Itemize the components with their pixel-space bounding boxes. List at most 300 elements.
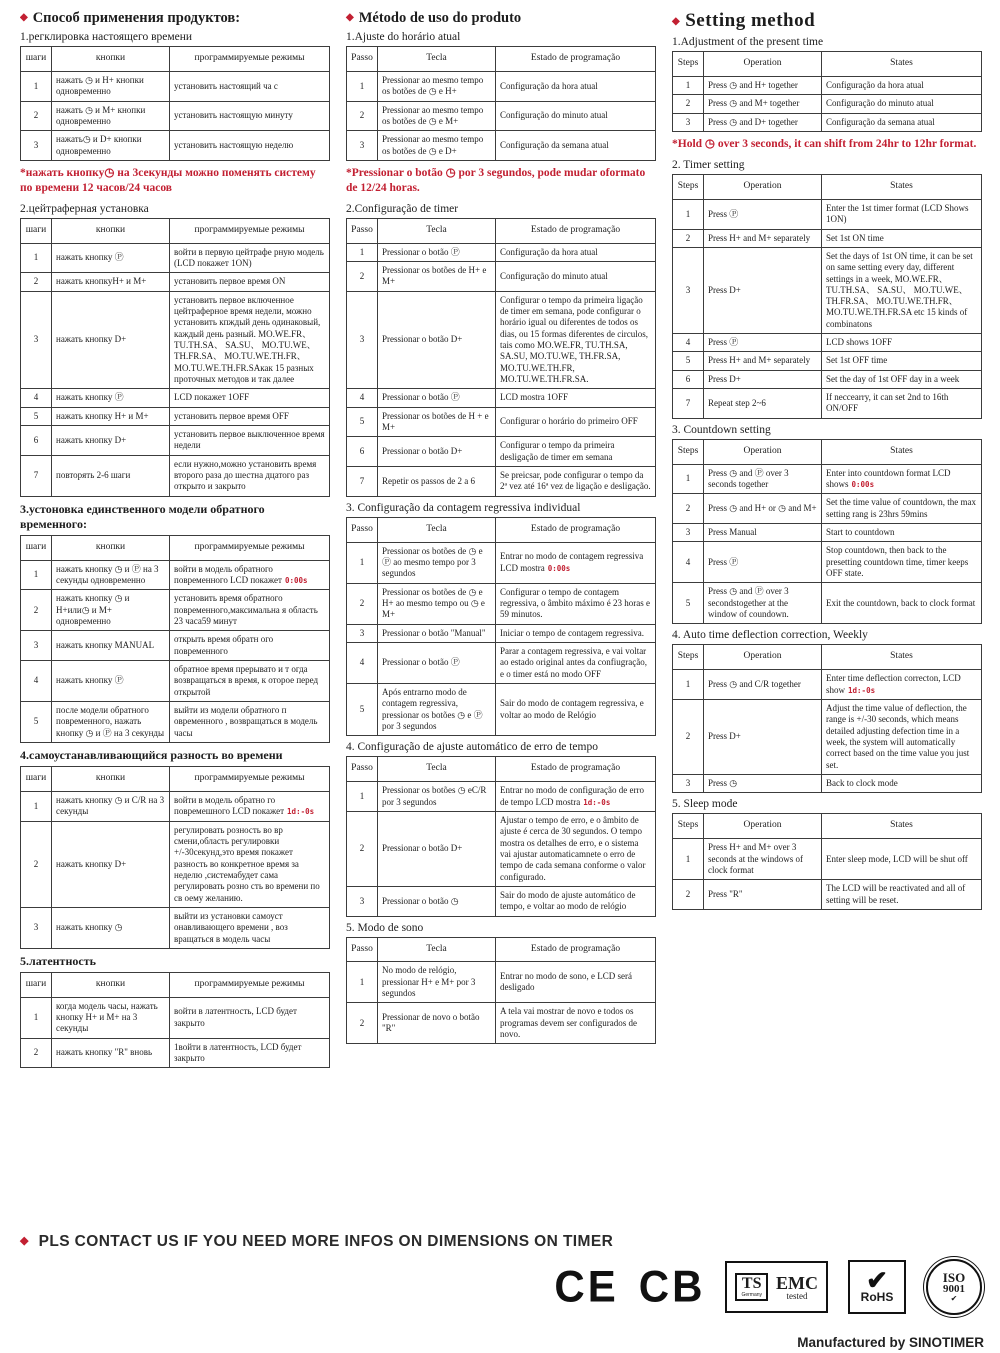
step-cell: 6 xyxy=(673,370,704,388)
table-header-row xyxy=(21,218,330,243)
steps-table xyxy=(346,517,656,737)
column-header: Operation xyxy=(704,814,822,839)
step-cell: 1 xyxy=(673,464,704,494)
column-header: States xyxy=(822,814,982,839)
column-title-russian xyxy=(20,10,330,27)
table-row xyxy=(347,642,656,683)
state-cell xyxy=(170,791,330,821)
operation-cell: Pressionar os botões de ◷ e H+ ao mesmo tempo ou ◷ e M+ xyxy=(378,583,496,624)
state-cell xyxy=(822,464,982,494)
table-row xyxy=(673,76,982,94)
table-row xyxy=(673,352,982,370)
steps-table xyxy=(346,46,656,161)
state-cell xyxy=(496,782,656,812)
column-header: Steps xyxy=(673,645,704,670)
column-header: Tecla xyxy=(378,47,496,72)
table-row xyxy=(347,389,656,407)
operation-cell: Pressionar o botão Ⓟ xyxy=(378,243,496,261)
operation-cell: Press ◷ xyxy=(704,774,822,792)
operation-cell: нажать кнопку ◷ xyxy=(52,907,170,948)
state-cell: Set the days of 1st ON time, it can be set on same setting every day, different settings in a week, MO.WE.FR、 TU.TH.SA、 SA.SU、 MO.TU.WE、 TH.FR.SA、 MO.TU.WE.TH.FR、 MO.TU.WE.TH.FR.SA etc 15 kinds of combinatons xyxy=(822,247,982,333)
state-text: Enter time deflection correcton, LCD show xyxy=(826,673,961,695)
section-title: 3. Countdown setting xyxy=(672,423,771,436)
state-cell: Enter sleep mode, LCD will be shut off xyxy=(822,839,982,880)
step-cell: 1 xyxy=(673,839,704,880)
operation-cell: Pressionar os botões de ◷ e Ⓟ ao mesmo tempo por 3 segundos xyxy=(378,542,496,583)
operation-cell: Press H+ and M+ separately xyxy=(704,229,822,247)
table-row xyxy=(21,997,330,1038)
operation-cell: Press ◷ and D+ together xyxy=(704,113,822,131)
table-row xyxy=(21,407,330,425)
footer xyxy=(0,1229,1000,1353)
state-cell: Configuração da hora atual xyxy=(496,71,656,101)
column-title-text: Setting method xyxy=(685,10,816,31)
step-cell: 3 xyxy=(347,131,378,161)
table-header-row xyxy=(347,218,656,243)
operation-cell: нажать кнопку ◷ и H+или◷ и M+ одновременно xyxy=(52,590,170,631)
operation-cell: Após entrarno modo de contagem regressiva, pressionar os botões ◷ e Ⓟ por 3 segundos xyxy=(378,683,496,735)
table-row xyxy=(673,494,982,524)
operation-cell: Press H+ and M+ over 3 seconds at the windows of clock format xyxy=(704,839,822,880)
table-row xyxy=(347,962,656,1003)
section-title: 5. Modo de sono xyxy=(346,921,424,934)
step-cell: 2 xyxy=(21,1038,52,1068)
table-row xyxy=(21,71,330,101)
operation-cell: нажать ◷ и H+ кнопки одновременно xyxy=(52,71,170,101)
lcd-display-icon: 0:00s xyxy=(851,480,875,490)
table-header-row xyxy=(21,47,330,72)
step-cell: 2 xyxy=(21,590,52,631)
table-header-row xyxy=(21,535,330,560)
column-header: Steps xyxy=(673,174,704,199)
section-title: 3.устоновка единственного модели обратного временного: xyxy=(20,501,265,531)
table-row xyxy=(673,247,982,333)
columns xyxy=(20,8,988,1236)
operation-cell: Press ◷ and H+ together xyxy=(704,76,822,94)
table-header-row xyxy=(673,645,982,670)
table-row xyxy=(673,389,982,419)
step-cell: 1 xyxy=(347,71,378,101)
table-row xyxy=(21,631,330,661)
state-cell: установить первое время ON xyxy=(170,273,330,291)
steps-table xyxy=(20,766,330,949)
step-cell: 3 xyxy=(673,113,704,131)
step-cell: 7 xyxy=(21,455,52,496)
table-header-row xyxy=(673,439,982,464)
operation-cell: Pressionar o botão Ⓟ xyxy=(378,642,496,683)
column-header: Operation xyxy=(704,439,822,464)
operation-cell: Pressionar o botão D+ xyxy=(378,811,496,886)
operation-cell: Press ◷ and Ⓟ over 3 seconds together xyxy=(704,464,822,494)
state-cell: Set 1st ON time xyxy=(822,229,982,247)
table-row xyxy=(21,101,330,131)
column-header: кнопки xyxy=(52,535,170,560)
section-title: 5.латентность xyxy=(20,953,96,968)
step-cell: 3 xyxy=(21,907,52,948)
step-cell: 1 xyxy=(21,560,52,590)
operation-cell: Press D+ xyxy=(704,699,822,774)
operation-cell: нажать кнопку D+ xyxy=(52,426,170,456)
table-row xyxy=(21,243,330,273)
diamond-bullet-icon: ◆ xyxy=(672,16,681,27)
state-cell: установить время обратного повременного,максимальна я область 23 часа59 минут xyxy=(170,590,330,631)
table-row xyxy=(347,291,656,389)
table-row xyxy=(673,670,982,700)
table-row xyxy=(21,660,330,701)
contact-text: PLS CONTACT US IF YOU NEED MORE INFOS ON DIMENSIONS ON TIMER xyxy=(38,1233,614,1250)
table-row xyxy=(21,426,330,456)
column-header: Tecla xyxy=(378,218,496,243)
table-row xyxy=(21,590,330,631)
ts-germany-icon xyxy=(735,1273,768,1301)
operation-cell: Pressionar ao mesmo tempo os botões de ◷ e H+ xyxy=(378,71,496,101)
ts-sub-label: Germany xyxy=(741,1292,762,1298)
step-cell: 2 xyxy=(347,101,378,131)
table-row xyxy=(347,886,656,916)
state-cell: Configuração da hora atual xyxy=(496,243,656,261)
state-cell: Configuração da semana atual xyxy=(822,113,982,131)
diamond-bullet-icon: ◆ xyxy=(346,12,354,23)
state-cell: установить первое включенное цейтраферное время недели, можно установить кпждый день одинаковый, каждый день разный. MO.WE.FR、 TU.TH.SA、 SA.SU、 MO.TU.WE、 TH.FR.SA、 MO.TU.WE.TH.FR、 MO.TU.WE.TH.FR.SAкак 15 разных проточных методов и так далее xyxy=(170,291,330,389)
table-row xyxy=(673,699,982,774)
operation-cell: после модели обратного повременного, нажать кнопку ◷ и Ⓟ на 3 секунды xyxy=(52,701,170,742)
step-cell: 4 xyxy=(673,542,704,583)
section-title: 3. Configuração da contagem regressiva individual xyxy=(346,501,581,514)
operation-cell: нажать кнопку D+ xyxy=(52,821,170,907)
state-cell: Ajustar o tempo de erro, e o âmbito de ajuste é cerca de 30 segundos. O tempo mostra os detalhes de erro, e o sistema vai ajustar automaticamnete o erro de tempo de cada semana conforme o valor configurado. xyxy=(496,811,656,886)
column-header: Estado de programação xyxy=(496,218,656,243)
section-title: 2.цейтраферная установка xyxy=(20,202,149,215)
operation-cell: нажать кнопку H+ и M+ xyxy=(52,407,170,425)
state-cell: Start to countdown xyxy=(822,524,982,542)
state-cell: Sair do modo de ajuste automático de tempo, e voltar ao modo de relógio xyxy=(496,886,656,916)
steps-table xyxy=(346,937,656,1045)
table-row xyxy=(347,1003,656,1044)
step-cell: 3 xyxy=(673,247,704,333)
operation-cell: Pressionar ao mesmo tempo os botões de ◷ e D+ xyxy=(378,131,496,161)
table-row xyxy=(347,583,656,624)
lcd-display-icon: 1d:-0s xyxy=(583,797,611,807)
step-cell: 1 xyxy=(347,542,378,583)
operation-cell: Press Manual xyxy=(704,524,822,542)
operation-cell: Press Ⓟ xyxy=(704,542,822,583)
state-cell: если нужно,можно установить время второго раза до шестна дцатого раз открыто и закрыто xyxy=(170,455,330,496)
table-row xyxy=(673,774,982,792)
lcd-display-icon: 1d:-0s xyxy=(287,807,315,817)
step-cell: 2 xyxy=(673,229,704,247)
column-header: программируемые режимы xyxy=(170,47,330,72)
diamond-bullet-icon: ◆ xyxy=(20,12,28,23)
table-header-row xyxy=(21,972,330,997)
table-row xyxy=(347,243,656,261)
operation-cell: нажать кнопку "R" вновь xyxy=(52,1038,170,1068)
operation-cell: Press Ⓟ xyxy=(704,199,822,229)
operation-cell: Press H+ and M+ separately xyxy=(704,352,822,370)
operation-cell: Press D+ xyxy=(704,370,822,388)
operation-cell: Pressionar os botões ◷ eC/R por 3 segundos xyxy=(378,782,496,812)
column-header: States xyxy=(822,174,982,199)
state-cell: обратное время прерывато и т огда возвращаться в время, к оторое перед открытой xyxy=(170,660,330,701)
state-cell: Exit the countdown, back to clock format xyxy=(822,583,982,624)
red-note: *Hold ◷ over 3 seconds, it can shift from 24hr to 12hr format. xyxy=(672,137,977,150)
iso-check-icon: ✔ xyxy=(950,1294,958,1303)
table-row xyxy=(21,701,330,742)
step-cell: 7 xyxy=(673,389,704,419)
column-header: Estado de programação xyxy=(496,757,656,782)
operation-cell: Press ◷ and H+ or ◷ and M+ xyxy=(704,494,822,524)
state-text: Enter into countdown format LCD shows xyxy=(826,467,951,490)
operation-cell: нажать◷ и D+ кнопки одновременно xyxy=(52,131,170,161)
emc-text: EMC xyxy=(776,1272,818,1293)
column-header: Tecla xyxy=(378,517,496,542)
emc-sub-text: tested xyxy=(786,1290,808,1301)
operation-cell: Press D+ xyxy=(704,247,822,333)
operation-cell: повторять 2-6 шаги xyxy=(52,455,170,496)
column-english xyxy=(672,8,982,915)
table-header-row xyxy=(347,757,656,782)
state-cell: установить настоящую неделю xyxy=(170,131,330,161)
state-cell: установить настоящую минуту xyxy=(170,101,330,131)
state-cell: Configurar o tempo da primeira ligação de timer em semana, pode configurar o horário igual ou diferentes de todos os dias, ou 15 formas diferentes de circulos, tais como MO.WE.FR, TU.TH.SA, SA.SU, MO.TU.WE, TH.FR.SA, MO.TU.WE.TH.FR, MO.TU.WE.TH.FR.SA. xyxy=(496,291,656,389)
table-row xyxy=(673,113,982,131)
operation-cell: Press ◷ and C/R together xyxy=(704,670,822,700)
table-header-row xyxy=(673,814,982,839)
iso-9001-logo xyxy=(926,1259,982,1315)
state-cell xyxy=(496,542,656,583)
table-header-row xyxy=(673,174,982,199)
state-cell: Configurar o tempo da primeira desligação de timer em semana xyxy=(496,437,656,467)
steps-table xyxy=(20,218,330,497)
column-header: программируемые режимы xyxy=(170,972,330,997)
operation-cell: Pressionar o botão D+ xyxy=(378,291,496,389)
table-header-row xyxy=(347,517,656,542)
step-cell: 4 xyxy=(347,642,378,683)
lcd-display-icon: 0:00s xyxy=(547,563,571,573)
red-note: *нажать кнопку◷ на 3секунды можно поменять систему по времени 12 часов/24 часов xyxy=(20,166,316,194)
table-row xyxy=(347,811,656,886)
table-row xyxy=(673,839,982,880)
operation-cell: когда модель часы, нажать кнопку H+ и M+ на 3 секунды xyxy=(52,997,170,1038)
state-cell: Back to clock mode xyxy=(822,774,982,792)
step-cell: 3 xyxy=(21,131,52,161)
state-cell: Parar a contagem regressiva, e vai voltar ao estado original antes da confiugração, e o timer está no modo OFF xyxy=(496,642,656,683)
state-text: Entrar no modo de contagem regressiva LCD mostra xyxy=(500,551,644,573)
step-cell: 5 xyxy=(21,701,52,742)
operation-cell: Pressionar o botão Ⓟ xyxy=(378,389,496,407)
table-row xyxy=(347,71,656,101)
table-row xyxy=(21,131,330,161)
state-cell: Set the time value of countdown, the max setting rang is 23hrs 59mins xyxy=(822,494,982,524)
state-cell: A tela vai mostrar de novo e todos os programas devem ser configurados de novo. xyxy=(496,1003,656,1044)
column-header: кнопки xyxy=(52,47,170,72)
table-row xyxy=(21,560,330,590)
step-cell: 7 xyxy=(347,467,378,497)
column-header: Operation xyxy=(704,52,822,77)
state-cell: Iniciar o tempo de contagem regressiva. xyxy=(496,624,656,642)
section-title: 1.регклировка настоящего времени xyxy=(20,31,193,43)
step-cell: 1 xyxy=(673,199,704,229)
operation-cell: Pressionar o botão "Manual" xyxy=(378,624,496,642)
column-header: шаги xyxy=(21,535,52,560)
step-cell: 3 xyxy=(347,291,378,389)
column-header: Estado de programação xyxy=(496,47,656,72)
state-cell: установить первое время OFF xyxy=(170,407,330,425)
column-header: Passo xyxy=(347,47,378,72)
column-header: Passo xyxy=(347,218,378,243)
step-cell: 2 xyxy=(673,95,704,113)
operation-cell: Pressionar ao mesmo tempo os botões de ◷ e M+ xyxy=(378,101,496,131)
state-cell: LCD mostra 1OFF xyxy=(496,389,656,407)
table-row xyxy=(347,101,656,131)
column-header: шаги xyxy=(21,218,52,243)
column-header: программируемые режимы xyxy=(170,535,330,560)
column-header: Passo xyxy=(347,757,378,782)
table-row xyxy=(347,683,656,735)
operation-cell: No modo de relógio, pressionar H+ e M+ por 3 segundos xyxy=(378,962,496,1003)
iso-line1: ISO xyxy=(942,1270,966,1285)
step-cell: 5 xyxy=(673,352,704,370)
table-header-row xyxy=(21,766,330,791)
table-row xyxy=(21,1038,330,1068)
rohs-label: RoHS xyxy=(860,1290,894,1305)
step-cell: 3 xyxy=(21,631,52,661)
operation-cell: нажать кнопку ◷ и Ⓟ на 3 секунды одновременно xyxy=(52,560,170,590)
step-cell: 1 xyxy=(21,997,52,1038)
column-header: кнопки xyxy=(52,972,170,997)
step-cell: 1 xyxy=(347,962,378,1003)
column-header: Steps xyxy=(673,52,704,77)
step-cell: 5 xyxy=(347,407,378,437)
operation-cell: Press Ⓟ xyxy=(704,334,822,352)
step-cell: 3 xyxy=(673,774,704,792)
steps-table xyxy=(20,46,330,161)
operation-cell: нажать кнопку Ⓟ xyxy=(52,389,170,407)
state-cell: Entrar no modo de sono, e LCD será desligado xyxy=(496,962,656,1003)
column-header: States xyxy=(822,439,982,464)
operation-cell: Pressionar o botão D+ xyxy=(378,437,496,467)
state-cell: регулировать розность во вр смени,область регулировки +/-30секунд,это время покажет разность во конкретное время за неделю ,системабудет сама регулировать розно сть во времени по св оему желанию. xyxy=(170,821,330,907)
table-row xyxy=(21,273,330,291)
state-cell: Set the day of 1st OFF day in a week xyxy=(822,370,982,388)
ts-label: TS xyxy=(741,1275,762,1292)
table-row xyxy=(347,782,656,812)
table-row xyxy=(673,199,982,229)
step-cell: 1 xyxy=(21,791,52,821)
table-row xyxy=(347,437,656,467)
column-portuguese xyxy=(346,8,656,1049)
step-cell: 4 xyxy=(21,389,52,407)
operation-cell: нажать кнопку ◷ и C/R на 3 секунды xyxy=(52,791,170,821)
operation-cell: нажать кнопку Ⓟ xyxy=(52,660,170,701)
column-russian xyxy=(20,8,330,1073)
step-cell: 5 xyxy=(21,407,52,425)
state-text: Entrar no modo de configuração de erro de tempo LCD mostra xyxy=(500,785,644,807)
cb-mark-logo: CB xyxy=(638,1261,706,1312)
step-cell: 1 xyxy=(673,76,704,94)
step-cell: 1 xyxy=(347,782,378,812)
table-row xyxy=(347,262,656,292)
step-cell: 6 xyxy=(21,426,52,456)
operation-cell: Pressionar os botões de H+ e M+ xyxy=(378,262,496,292)
state-cell: Se preicsar, pode configurar o tempo da 2ª vez até 16ª vez de ligação e desligação. xyxy=(496,467,656,497)
column-header: шаги xyxy=(21,47,52,72)
iso-line2: 9001 xyxy=(943,1283,965,1295)
diamond-bullet-icon: ◆ xyxy=(20,1235,29,1247)
operation-cell: нажать кнопку D+ xyxy=(52,291,170,389)
step-cell: 5 xyxy=(673,583,704,624)
table-row xyxy=(347,624,656,642)
steps-table xyxy=(346,218,656,497)
step-cell: 1 xyxy=(347,243,378,261)
step-cell: 3 xyxy=(21,291,52,389)
operation-cell: нажать кнопкуH+ и M+ xyxy=(52,273,170,291)
column-header: States xyxy=(822,645,982,670)
steps-table xyxy=(672,644,982,793)
lcd-display-icon: 0:00s xyxy=(284,575,308,585)
operation-cell: Pressionar de novo o botão "R" xyxy=(378,1003,496,1044)
step-cell: 3 xyxy=(347,624,378,642)
column-title-text: Способ применения продуктов: xyxy=(32,10,241,26)
column-header: шаги xyxy=(21,766,52,791)
column-header: шаги xyxy=(21,972,52,997)
table-row xyxy=(673,370,982,388)
operation-cell: Press ◷ and Ⓟ over 3 secondstogether at the window of coundown. xyxy=(704,583,822,624)
steps-table xyxy=(672,51,982,132)
state-cell: The LCD will be reactivated and all of setting will be reset. xyxy=(822,880,982,910)
state-text: войти в модель обратного повременного LCD покажет xyxy=(174,563,282,585)
step-cell: 2 xyxy=(21,273,52,291)
column-header: Passo xyxy=(347,937,378,962)
column-header: Estado de programação xyxy=(496,937,656,962)
operation-cell: Pressionar o botão ◷ xyxy=(378,886,496,916)
state-cell: 1войти в латентность, LCD будет закрыто xyxy=(170,1038,330,1068)
state-text: войти в модель обратно го повремешного LCD покажет xyxy=(174,794,285,817)
step-cell: 2 xyxy=(21,101,52,131)
section-title: 1.Ajuste do horário atual xyxy=(346,31,461,43)
steps-table xyxy=(672,813,982,910)
step-cell: 2 xyxy=(673,699,704,774)
operation-cell: Press ◷ and M+ together xyxy=(704,95,822,113)
section-title: 4. Configuração de ajuste automático de erro de tempo xyxy=(346,741,598,754)
step-cell: 3 xyxy=(347,886,378,916)
state-cell: LCD покажет 1OFF xyxy=(170,389,330,407)
table-row xyxy=(347,542,656,583)
step-cell: 1 xyxy=(21,71,52,101)
state-cell: Configuração do minuto atual xyxy=(822,95,982,113)
operation-cell: Repeat step 2~6 xyxy=(704,389,822,419)
step-cell: 4 xyxy=(21,660,52,701)
column-header: Steps xyxy=(673,814,704,839)
column-header: кнопки xyxy=(52,218,170,243)
state-cell: установить настоящий ча с xyxy=(170,71,330,101)
steps-table xyxy=(20,972,330,1069)
column-header: Operation xyxy=(704,645,822,670)
column-title-english xyxy=(672,10,982,32)
table-row xyxy=(673,524,982,542)
table-row xyxy=(21,791,330,821)
state-cell: Stop countdown, then back to the presetting countdown time, timer keeps OFF state. xyxy=(822,542,982,583)
operation-cell: нажать кнопку MANUAL xyxy=(52,631,170,661)
column-header: программируемые режимы xyxy=(170,218,330,243)
step-cell: 1 xyxy=(21,243,52,273)
table-row xyxy=(347,467,656,497)
steps-table xyxy=(672,174,982,419)
state-cell: Sair do modo de contagem regressiva, e voltar ao modo de Relógio xyxy=(496,683,656,735)
state-cell: LCD shows 1OFF xyxy=(822,334,982,352)
section-title: 2. Timer setting xyxy=(672,158,745,171)
steps-table xyxy=(346,756,656,916)
section-title: 1.Adjustment of the present time xyxy=(672,36,824,48)
